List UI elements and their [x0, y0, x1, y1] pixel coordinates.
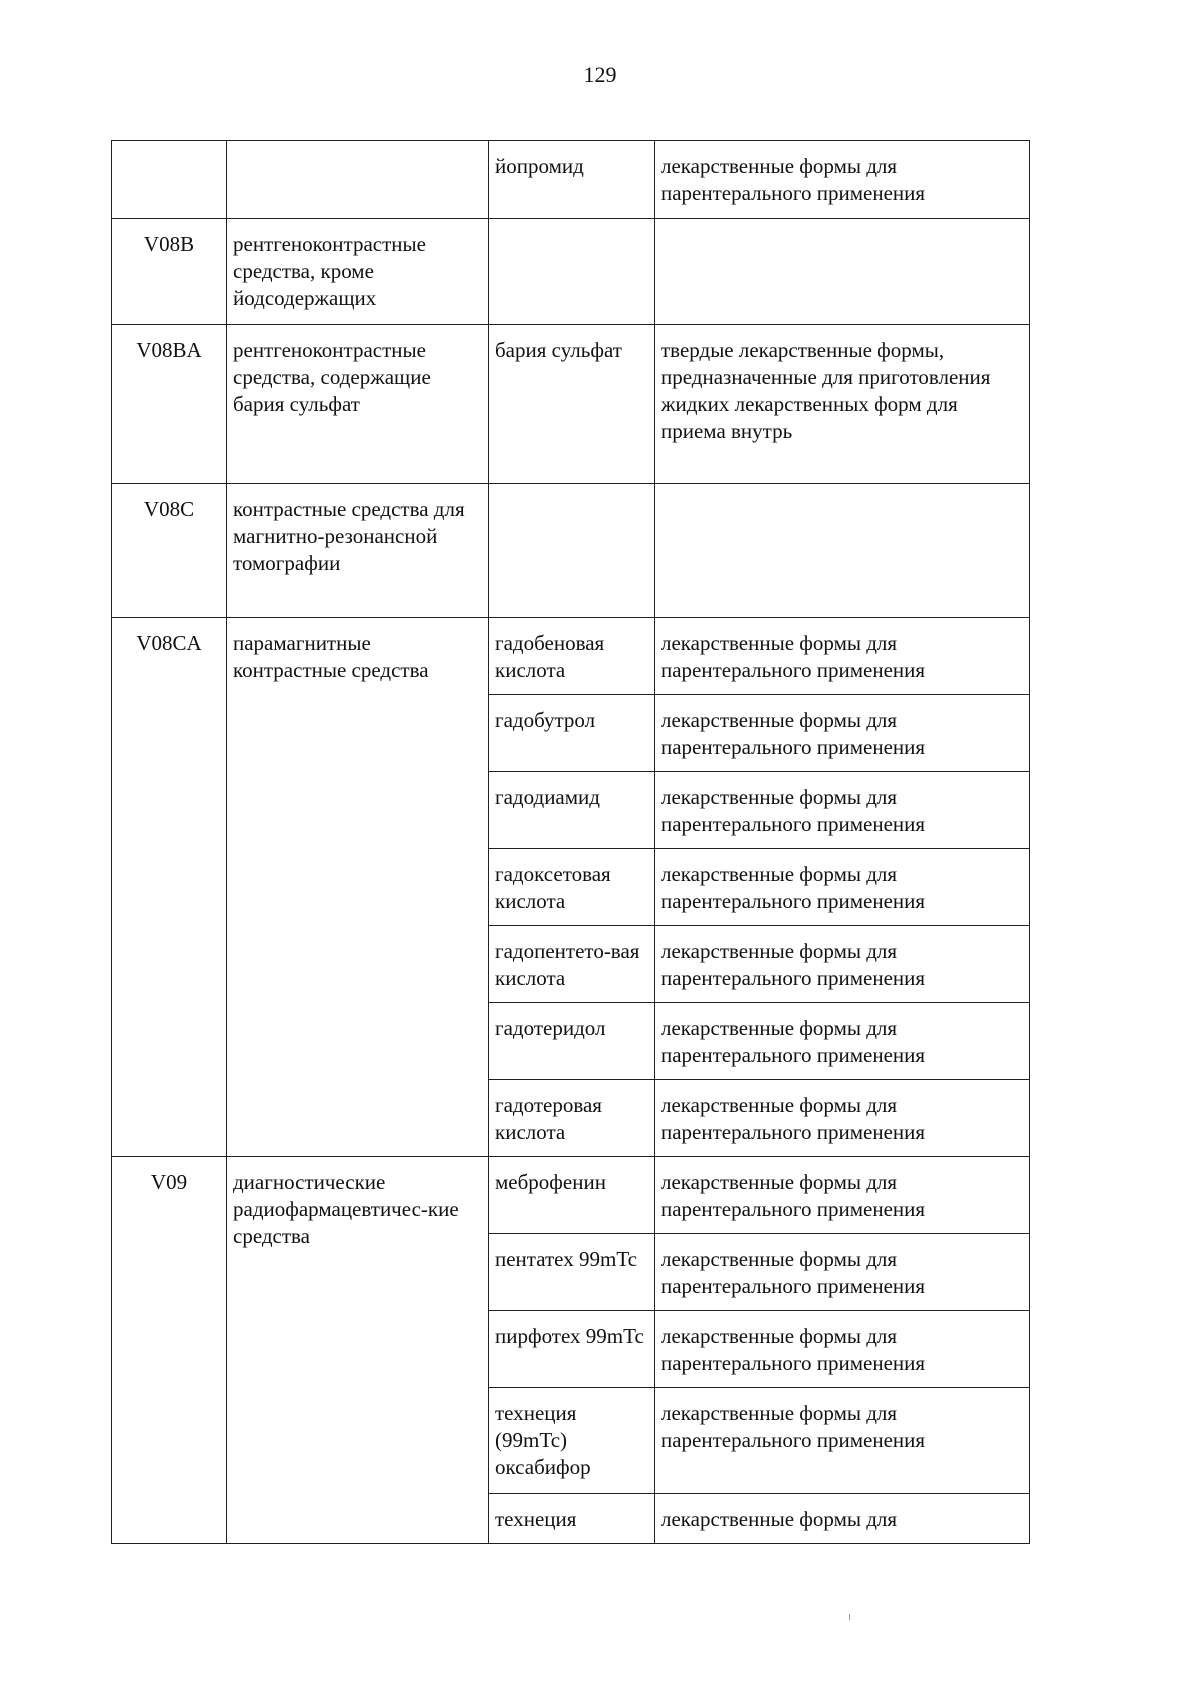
dosage-form-cell: лекарственные формы для парентерального применения [655, 1080, 1030, 1157]
atc-code-cell: V08C [112, 484, 227, 618]
atc-code-cell: V08CA [112, 618, 227, 1157]
group-name-cell [227, 141, 489, 219]
dosage-form-cell: твердые лекарственные формы, предназначенные для приготовления жидких лекарственных форм для приема внутрь [655, 325, 1030, 484]
drug-name-cell: гадодиамид [489, 772, 655, 849]
table-row [112, 618, 1030, 695]
dosage-form-cell: лекарственные формы для парентерального применения [655, 1003, 1030, 1080]
drug-name-cell: гадотеровая кислота [489, 1080, 655, 1157]
drug-name-cell: меброфенин [489, 1157, 655, 1234]
table-row [112, 141, 1030, 219]
dosage-form-cell: лекарственные формы для парентерального применения [655, 849, 1030, 926]
dosage-form-cell: лекарственные формы для парентерального применения [655, 772, 1030, 849]
dosage-form-cell: лекарственные формы для парентерального применения [655, 926, 1030, 1003]
group-name-cell: контрастные средства для магнитно-резонансной томографии [227, 484, 489, 618]
table-row [112, 219, 1030, 325]
dosage-form-cell: лекарственные формы для парентерального применения [655, 1157, 1030, 1234]
dosage-form-cell: лекарственные формы для парентерального применения [655, 141, 1030, 219]
dosage-form-cell [655, 219, 1030, 325]
group-name-cell: диагностические радиофармацевтичес-кие средства [227, 1157, 489, 1544]
table-row [112, 325, 1030, 484]
dosage-form-cell: лекарственные формы для парентерального применения [655, 1311, 1030, 1388]
drug-name-cell: технеция (99mTc) оксабифор [489, 1388, 655, 1494]
drug-name-cell: гадоксетовая кислота [489, 849, 655, 926]
page-number: 129 [583, 62, 617, 87]
drug-name-cell: гадобутрол [489, 695, 655, 772]
group-name-cell: рентгеноконтрастные средства, кроме йодсодержащих [227, 219, 489, 325]
atc-code-cell: V08BA [112, 325, 227, 484]
drug-name-cell: гадобеновая кислота [489, 618, 655, 695]
drug-name-cell: бария сульфат [489, 325, 655, 484]
dosage-form-cell: лекарственные формы для [655, 1494, 1030, 1544]
atc-code-cell: V09 [112, 1157, 227, 1544]
dosage-form-cell: лекарственные формы для парентерального применения [655, 618, 1030, 695]
dosage-form-cell: лекарственные формы для парентерального применения [655, 1234, 1030, 1311]
drug-name-cell: пентатех 99mTc [489, 1234, 655, 1311]
dosage-form-cell: лекарственные формы для парентерального применения [655, 695, 1030, 772]
group-name-cell: рентгеноконтрастные средства, содержащие бария сульфат [227, 325, 489, 484]
drug-classification-table [111, 140, 1030, 1544]
table-row [112, 484, 1030, 618]
drug-name-cell [489, 484, 655, 618]
scan-speck [849, 1614, 850, 1620]
dosage-form-cell [655, 484, 1030, 618]
drug-name-cell [489, 219, 655, 325]
drug-name-cell: пирфотех 99mTc [489, 1311, 655, 1388]
atc-code-cell [112, 141, 227, 219]
atc-code-cell: V08B [112, 219, 227, 325]
table-row [112, 1157, 1030, 1234]
dosage-form-cell: лекарственные формы для парентерального применения [655, 1388, 1030, 1494]
drug-name-cell: йопромид [489, 141, 655, 219]
group-name-cell: парамагнитные контрастные средства [227, 618, 489, 1157]
drug-name-cell: гадопентето-вая кислота [489, 926, 655, 1003]
drug-name-cell: гадотеридол [489, 1003, 655, 1080]
drug-name-cell: технеция [489, 1494, 655, 1544]
